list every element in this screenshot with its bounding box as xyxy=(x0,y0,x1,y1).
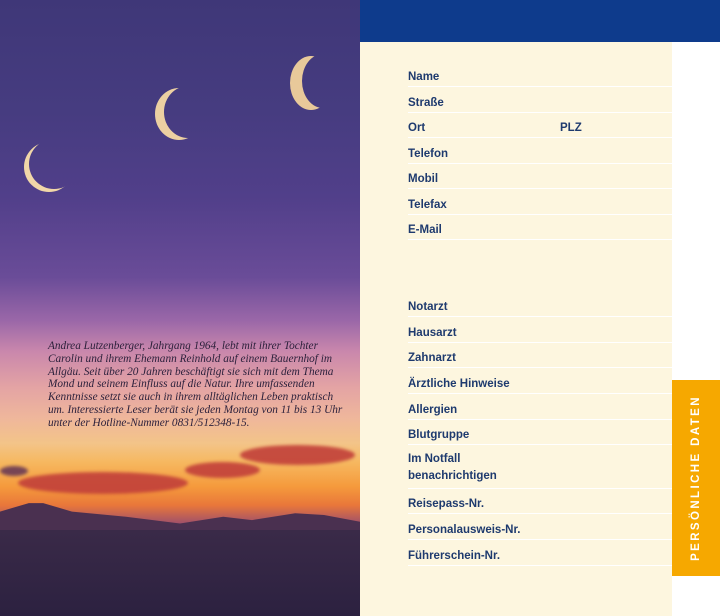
field-label: Personalausweis-Nr. xyxy=(408,524,521,536)
field-label: Ärztliche Hinweise xyxy=(408,378,510,390)
section-tab-label: PERSÖNLICHE DATEN xyxy=(690,395,703,561)
sea xyxy=(0,530,360,616)
field-personalausweis-nr[interactable] xyxy=(408,513,672,540)
field-label: E-Mail xyxy=(408,224,442,236)
cloud xyxy=(18,472,188,494)
field-allergien[interactable] xyxy=(408,393,672,420)
field-label: Blutgruppe xyxy=(408,429,470,441)
field-label: Reisepass-Nr. xyxy=(408,498,485,510)
field-label: Hausarzt xyxy=(408,327,457,339)
field-notarzt[interactable] xyxy=(408,290,672,317)
field-aerztliche-hinweise[interactable] xyxy=(408,367,672,394)
crescent-moon-icon xyxy=(24,142,74,192)
field-zahnarzt[interactable] xyxy=(408,341,672,368)
field-telefon[interactable] xyxy=(408,137,672,164)
field-label: Notarzt xyxy=(408,301,448,313)
field-label: Mobil xyxy=(408,173,439,185)
field-email[interactable] xyxy=(408,213,672,240)
crescent-moon-icon xyxy=(155,88,203,140)
field-hausarzt[interactable] xyxy=(408,316,672,343)
field-reisepass-nr[interactable] xyxy=(408,487,672,514)
field-label: Ort xyxy=(408,122,426,134)
mountain-silhouette xyxy=(0,498,360,532)
field-ort-plz[interactable] xyxy=(408,111,672,138)
field-label: Führerschein-Nr. xyxy=(408,550,501,562)
header-bar xyxy=(360,0,720,42)
cloud xyxy=(240,445,355,465)
author-bio: Andrea Lutzenberger, Jahrgang 1964, lebt mit ihrer Tochter Carolin und ihrem Ehemann Reinhold auf einem Bauernhof im Allgäu. Seit über 20 Jahren beschäftigt sie sich mit dem Thema Mond und seinem Einfluss auf die Natur. Ihre umfassenden Kenntnisse setzt sie auch in ihrem alltäglichen Leben praktisch um. Interessierte Leser berät sie jeden Montag von 11 bis 13 Uhr unter der Hotline-Nummer 0831/512348-15. xyxy=(48,340,343,429)
field-label: Telefon xyxy=(408,148,449,160)
field-name[interactable] xyxy=(408,60,672,87)
crescent-moon-icon xyxy=(290,56,332,110)
section-tab-persoenliche-daten xyxy=(672,380,720,576)
field-telefax[interactable] xyxy=(408,188,672,215)
cloud xyxy=(0,466,28,476)
field-label: Name xyxy=(408,71,440,83)
field-notfall-benachrichtigen[interactable] xyxy=(408,448,672,489)
field-strasse[interactable] xyxy=(408,86,672,113)
field-label: Allergien xyxy=(408,404,458,416)
field-fuehrerschein-nr[interactable] xyxy=(408,539,672,566)
field-mobil[interactable] xyxy=(408,162,672,189)
field-label: Im Notfall benachrichtigen xyxy=(408,453,497,482)
field-label: Zahnarzt xyxy=(408,352,456,364)
cloud xyxy=(185,462,260,478)
field-blutgruppe[interactable] xyxy=(408,418,672,445)
field-label-plz: PLZ xyxy=(560,122,582,134)
field-label: Telefax xyxy=(408,199,447,211)
field-label: Straße xyxy=(408,97,444,109)
